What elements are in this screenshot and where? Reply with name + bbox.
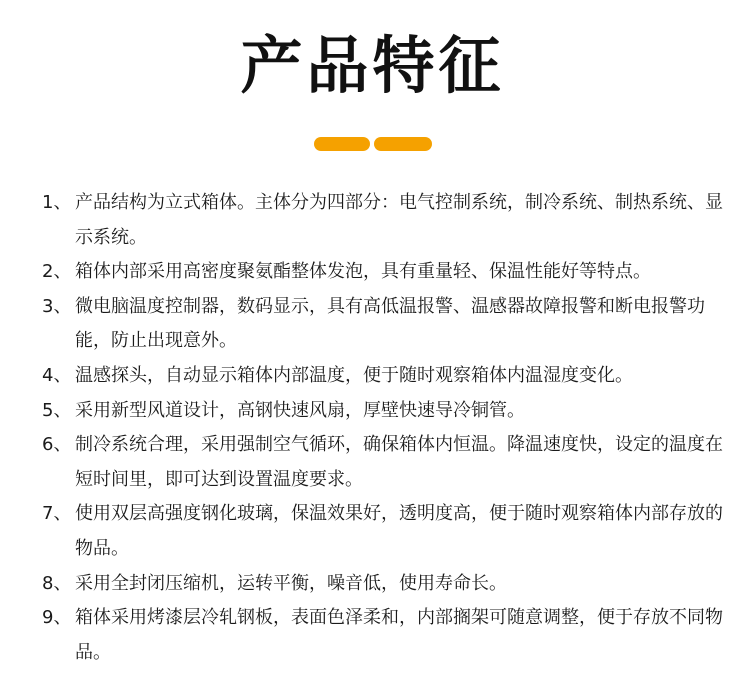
- feature-item: [42, 567, 732, 602]
- feature-item: [42, 601, 732, 670]
- feature-number: 8、: [42, 572, 72, 594]
- feature-item: [42, 428, 732, 497]
- feature-list: [42, 186, 732, 670]
- feature-item: [42, 186, 732, 255]
- feature-number: 7、: [42, 503, 72, 525]
- feature-number: 6、: [42, 434, 72, 456]
- feature-number: 2、: [42, 261, 72, 283]
- feature-text: 箱体采用烤漆层冷轧钢板，表面色泽柔和，内部搁架可随意调整，便于存放不同物品。: [75, 607, 723, 663]
- feature-item: [42, 497, 732, 566]
- feature-text: 采用新型风道设计，高钢快速风扇，厚壁快速导冷铜管。: [75, 399, 525, 421]
- feature-text: 制冷系统合理，采用强制空气循环，确保箱体内恒温。降温速度快，设定的温度在短时间里，即可达到设置温度要求。: [75, 434, 723, 490]
- feature-number: 4、: [42, 364, 72, 386]
- feature-text: 温感探头，自动显示箱体内部温度，便于随时观察箱体内温湿度变化。: [75, 364, 633, 386]
- feature-text: 采用全封闭压缩机，运转平衡，噪音低，使用寿命长。: [75, 572, 507, 594]
- feature-number: 9、: [42, 607, 72, 629]
- feature-number: 3、: [42, 295, 72, 317]
- feature-item: [42, 290, 732, 359]
- feature-item: [42, 359, 732, 394]
- page-title: 产品特征: [240, 29, 505, 102]
- feature-number: 1、: [42, 192, 72, 213]
- accent-bar-left: [314, 137, 370, 151]
- feature-text: 使用双层高强度钢化玻璃，保温效果好，透明度高，便于随时观察箱体内部存放的物品。: [75, 503, 723, 559]
- feature-item: [42, 394, 732, 429]
- feature-text: 箱体内部采用高密度聚氨酯整体发泡，具有重量轻、保温性能好等特点。: [75, 261, 651, 283]
- feature-item: [42, 255, 732, 290]
- feature-number: 5、: [42, 399, 72, 421]
- accent-bar-right: [374, 137, 432, 151]
- feature-text: 产品结构为立式箱体。主体分为四部分：电气控制系统，制冷系统、制热系统、显示系统。: [75, 192, 723, 248]
- feature-text: 微电脑温度控制器，数码显示，具有高低温报警、温感器故障报警和断电报警功能，防止出现意外。: [75, 295, 705, 352]
